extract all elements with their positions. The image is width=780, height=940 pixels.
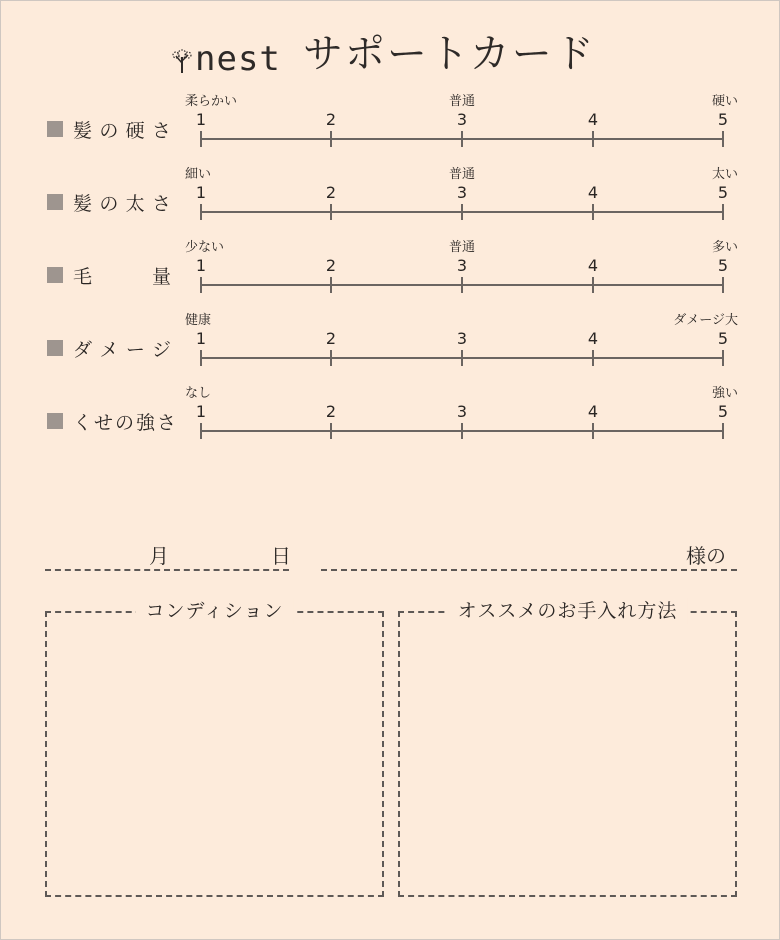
scale-tick[interactable] [200,423,202,439]
row-label-text: ダメージ [73,338,173,361]
row-label [47,191,173,213]
scale-number: 5 [717,402,729,421]
scale-number: 4 [587,110,599,129]
scale-min-descriptor: なし [185,386,212,401]
condition-box[interactable] [45,600,384,897]
row-label-text: くせの強さ [73,411,179,434]
customer-suffix-label: 様の [686,544,726,568]
scale-number: 2 [325,329,337,348]
scale-number: 5 [717,256,729,275]
row-label-text: 髪の硬さ [73,119,173,142]
card-header [171,29,596,79]
scale-tick[interactable] [330,350,332,366]
row-label [47,337,173,359]
scale-max-descriptor: 硬い [711,94,738,109]
bullet-square-icon [47,121,63,137]
scale-tick[interactable] [200,350,202,366]
tree-icon [171,47,193,73]
scale-tick[interactable] [330,204,332,220]
scale-min-descriptor: 細い [185,167,212,182]
scale-tick[interactable] [461,204,463,220]
scale-tick[interactable] [592,131,594,147]
bullet-square-icon [47,194,63,210]
scale-tick[interactable] [592,204,594,220]
row-label-text: 髪の太さ [73,192,173,215]
row-label-text: 毛 量 [73,265,173,288]
scale-tick[interactable] [330,423,332,439]
rating-row-damage [1,313,779,383]
month-label: 月 [149,544,169,568]
scale-number: 1 [195,329,207,348]
scale-number: 5 [717,110,729,129]
scale-mid-descriptor: 普通 [448,240,476,255]
scale-number: 4 [587,402,599,421]
scale-tick[interactable] [330,131,332,147]
scale-number: 3 [456,402,468,421]
scale-number: 4 [587,256,599,275]
rating-row-thickness [1,167,779,237]
scale-tick[interactable] [461,350,463,366]
scale-number: 3 [456,183,468,202]
scale-tick[interactable] [592,423,594,439]
scale-number: 1 [195,402,207,421]
scale-min-descriptor: 少ない [185,240,225,255]
brand-name: nest [195,39,281,79]
rating-row-volume [1,240,779,310]
scale-tick[interactable] [200,204,202,220]
customer-name-field[interactable] [321,569,737,571]
scale-number: 2 [325,256,337,275]
scale-tick[interactable] [722,350,724,366]
scale-tick[interactable] [722,277,724,293]
bullet-square-icon [47,340,63,356]
date-field[interactable] [45,569,289,571]
row-label [47,410,179,434]
condition-box-title: コンディション [135,598,293,624]
scale-max-descriptor: 強い [711,386,738,401]
scale-number: 4 [587,329,599,348]
scale-tick[interactable] [461,131,463,147]
scale-tick[interactable] [461,423,463,439]
rating-row-hardness [1,94,779,164]
scale-number: 5 [717,329,729,348]
scale-number: 3 [456,256,468,275]
scale-tick[interactable] [461,277,463,293]
day-label: 日 [271,544,291,568]
scale-number: 3 [456,329,468,348]
scale-min-descriptor: 健康 [185,313,212,328]
scale-tick[interactable] [722,423,724,439]
recommended-care-box-title: オススメのお手入れ方法 [448,598,688,624]
scale-max-descriptor: ダメージ大 [673,313,738,328]
scale-number: 1 [195,110,207,129]
rating-row-curl-strength [1,386,779,456]
scale-tick[interactable] [722,131,724,147]
bullet-square-icon [47,267,63,283]
scale-number: 2 [325,402,337,421]
scale-number: 5 [717,183,729,202]
scale-tick[interactable] [722,204,724,220]
scale-number: 1 [195,256,207,275]
scale-max-descriptor: 太い [711,167,738,182]
scale-number: 1 [195,183,207,202]
scale-number: 3 [456,110,468,129]
scale-mid-descriptor: 普通 [448,167,476,182]
row-label [47,264,173,286]
scale-tick[interactable] [592,277,594,293]
row-label [47,118,173,140]
scale-number: 4 [587,183,599,202]
scale-max-descriptor: 多い [711,240,738,255]
scale-number: 2 [325,110,337,129]
recommended-care-box[interactable] [398,600,737,897]
scale-tick[interactable] [200,131,202,147]
bullet-square-icon [47,413,63,429]
scale-min-descriptor: 柔らかい [185,94,238,109]
scale-tick[interactable] [330,277,332,293]
scale-mid-descriptor: 普通 [448,94,476,109]
page-title: サポートカード [302,31,596,77]
scale-number: 2 [325,183,337,202]
scale-tick[interactable] [200,277,202,293]
scale-tick[interactable] [592,350,594,366]
